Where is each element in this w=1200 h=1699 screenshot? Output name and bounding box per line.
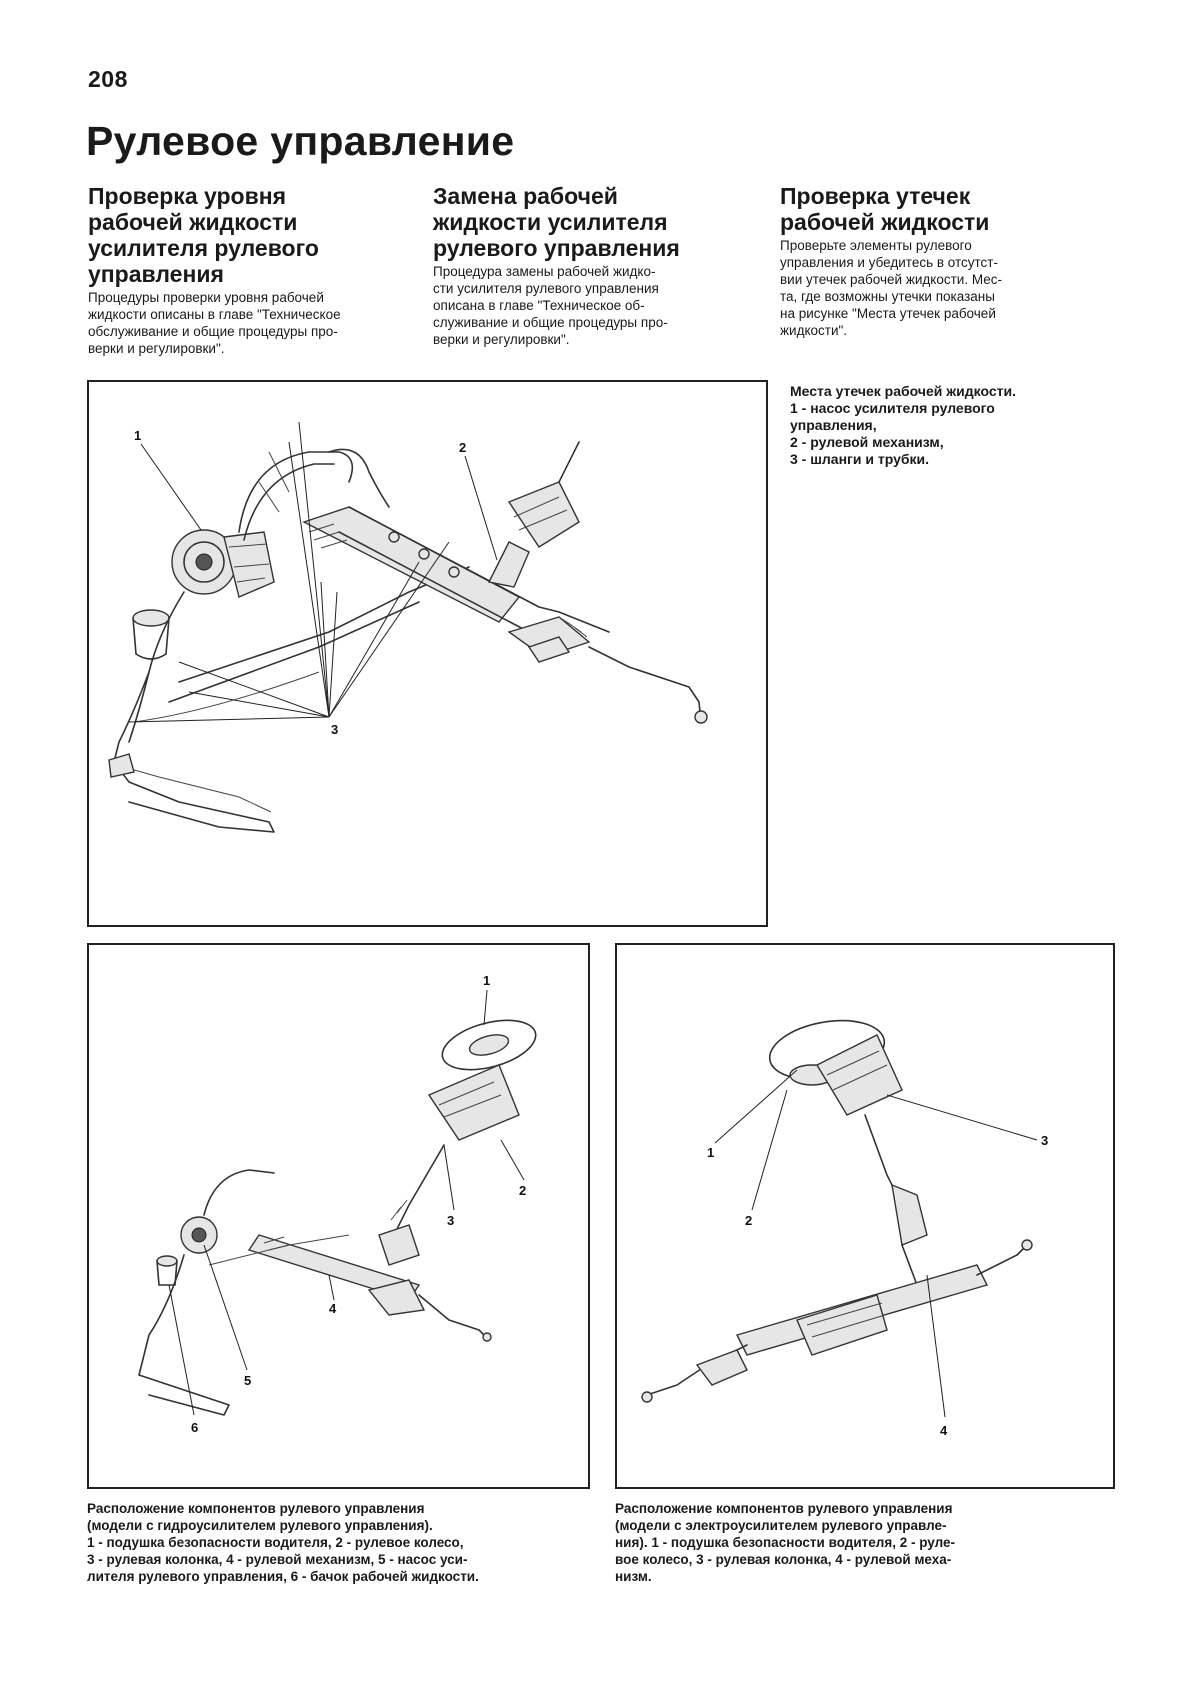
- steering-rack-drawing: [249, 1235, 491, 1341]
- hoses-drawing: [109, 450, 469, 833]
- body-line: Проверьте элементы рулевого: [780, 238, 972, 253]
- callout-2: 2: [745, 1213, 753, 1228]
- body-line: обслуживание и общие процедуры про-: [88, 324, 338, 339]
- body-line: вии утечек рабочей жидкости. Мес-: [780, 272, 1002, 287]
- steering-column-drawing: [379, 1065, 519, 1265]
- callout-6: 6: [191, 1420, 199, 1435]
- body-line: на рисунке "Места утечек рабочей: [780, 306, 996, 321]
- heading-line: усилителя рулевого: [88, 235, 319, 261]
- pump-drawing: [181, 1217, 217, 1253]
- steering-joint-drawing: [489, 442, 579, 587]
- steering-column-drawing: [817, 1035, 927, 1285]
- section-body: [88, 289, 418, 357]
- section-body: [780, 237, 1120, 339]
- hydraulic-diagram: [89, 945, 588, 1487]
- caption-line: 1 - подушка безопасности водителя, 2 - рулевое колесо,: [87, 1535, 464, 1550]
- body-line: служивание и общие процедуры про-: [433, 315, 668, 330]
- body-line: жидкости описаны в главе "Техническое: [88, 307, 341, 322]
- caption-line: Расположение компонентов рулевого управления: [87, 1501, 425, 1516]
- callout-5: 5: [244, 1373, 252, 1388]
- hydraulic-figure-caption: [87, 1500, 592, 1585]
- body-line: Процедуры проверки уровня рабочей: [88, 290, 324, 305]
- caption-line: низм.: [615, 1569, 652, 1584]
- legend-line: 1 - насос усилителя рулевого: [790, 400, 995, 416]
- callout-2: 2: [459, 440, 467, 455]
- heading-line: Замена рабочей: [433, 183, 618, 209]
- callout-2: 2: [519, 1183, 527, 1198]
- caption-line: (модели с электроусилителем рулевого управле-: [615, 1518, 947, 1533]
- body-line: та, где возможны утечки показаны: [780, 289, 995, 304]
- legend-line: Места утечек рабочей жидкости.: [790, 383, 1016, 399]
- legend-line: 2 - рулевой механизм,: [790, 434, 944, 450]
- callout-4: 4: [940, 1423, 948, 1438]
- section-leak-check: [780, 183, 1120, 339]
- heading-line: рабочей жидкости: [780, 209, 990, 235]
- section-heading: [780, 183, 1120, 235]
- legend-line: управления,: [790, 417, 877, 433]
- leak-figure-legend: [790, 383, 1110, 468]
- section-fluid-replacement: [433, 183, 763, 348]
- body-line: Процедура замены рабочей жидко-: [433, 264, 656, 279]
- legend-line: 3 - шланги и трубки.: [790, 451, 930, 467]
- figure-hydraulic-layout: [87, 943, 590, 1489]
- body-line: верки и регулировки".: [88, 341, 225, 356]
- fluid-reservoir-drawing: [133, 610, 169, 659]
- callout-leader-lines: [169, 990, 527, 1415]
- caption-line: ния). 1 - подушка безопасности водителя, 2 - руле-: [615, 1535, 956, 1550]
- body-line: жидкости".: [780, 323, 848, 338]
- electric-diagram: [617, 945, 1113, 1487]
- callout-1: 1: [483, 973, 491, 988]
- heading-line: управления: [88, 261, 224, 287]
- callout-1: 1: [707, 1145, 715, 1160]
- callout-1: 1: [134, 428, 142, 443]
- section-fluid-level-check: [88, 183, 418, 357]
- leak-diagram: [89, 382, 766, 925]
- electric-figure-caption: [615, 1500, 1117, 1585]
- callout-4: 4: [329, 1301, 337, 1316]
- heading-line: рабочей жидкости: [88, 209, 298, 235]
- body-line: сти усилителя рулевого управления: [433, 281, 659, 296]
- reservoir-drawing: [157, 1256, 177, 1285]
- body-line: описана в главе "Техническое об-: [433, 298, 645, 313]
- callout-3: 3: [447, 1213, 455, 1228]
- caption-line: (модели с гидроусилителем рулевого управления).: [87, 1518, 433, 1533]
- caption-line: 3 - рулевая колонка, 4 - рулевой механизм, 5 - насос уси-: [87, 1552, 468, 1567]
- power-steering-pump-drawing: [172, 530, 274, 597]
- callout-3: 3: [1041, 1133, 1049, 1148]
- caption-line: вое колесо, 3 - рулевая колонка, 4 - рулевой меха-: [615, 1552, 952, 1567]
- section-heading: [88, 183, 418, 287]
- heading-line: рулевого управления: [433, 235, 680, 261]
- figure-leak-locations: [87, 380, 768, 927]
- section-heading: [433, 183, 763, 261]
- body-line: верки и регулировки".: [433, 332, 570, 347]
- section-body: [433, 263, 763, 348]
- heading-line: жидкости усилителя: [433, 209, 668, 235]
- caption-line: Расположение компонентов рулевого управления: [615, 1501, 953, 1516]
- callout-3: 3: [331, 722, 339, 737]
- page-number: 208: [88, 66, 128, 92]
- body-line: управления и убедитесь в отсутст-: [780, 255, 998, 270]
- caption-line: лителя рулевого управления, 6 - бачок рабочей жидкости.: [87, 1569, 479, 1584]
- steering-rack-drawing: [642, 1240, 1032, 1402]
- heading-line: Проверка утечек: [780, 183, 971, 209]
- page-title: Рулевое управление: [86, 118, 515, 164]
- heading-line: Проверка уровня: [88, 183, 287, 209]
- callout-leader-lines: [715, 1070, 1037, 1417]
- figure-electric-layout: [615, 943, 1115, 1489]
